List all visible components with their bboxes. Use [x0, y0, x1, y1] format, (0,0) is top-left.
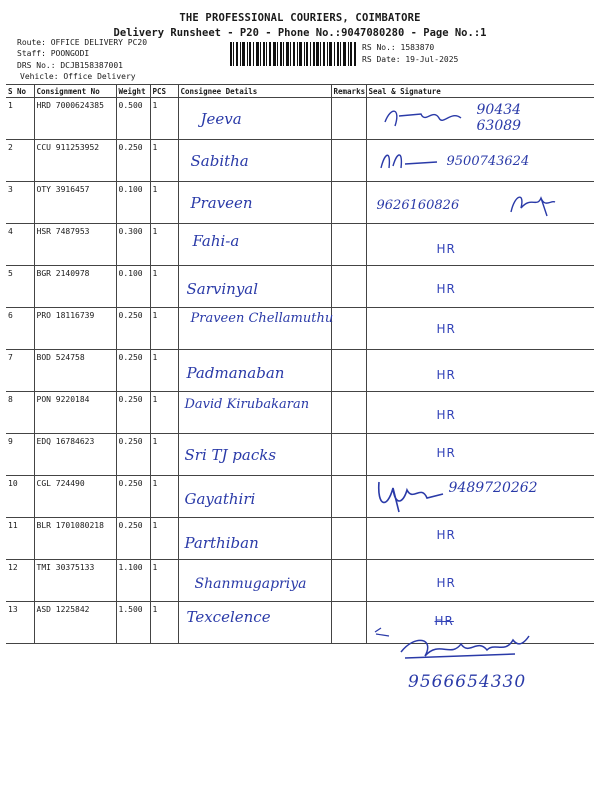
- weight-cell: 0.250: [116, 434, 150, 476]
- remarks-cell: [331, 140, 366, 182]
- col-consignment: Consignment No: [34, 85, 116, 98]
- seal-cell: [366, 140, 594, 182]
- table-row: [6, 434, 594, 476]
- seal-text: HR: [436, 242, 456, 256]
- sno-cell: 11: [6, 518, 34, 560]
- consignment-cell: EDQ 16784623: [34, 434, 116, 476]
- seal-text: HR: [436, 576, 456, 590]
- consignee-handwriting: Padmanaban: [186, 364, 285, 382]
- final-signature-icon: [395, 628, 535, 668]
- seal-text: HR: [436, 322, 456, 336]
- table-header: [6, 85, 594, 98]
- consignee-handwriting: Praveen: [190, 194, 253, 212]
- sno-cell: 5: [6, 266, 34, 308]
- rs-date: RS Date: 19-Jul-2025: [362, 55, 459, 64]
- pcs-cell: 1: [150, 434, 178, 476]
- consignee-handwriting: Gayathiri: [184, 490, 256, 508]
- remarks-cell: [331, 560, 366, 602]
- consignee-handwriting: Sarvinyal: [186, 280, 259, 298]
- weight-cell: 0.100: [116, 182, 150, 224]
- consignment-cell: BOD 524758: [34, 350, 116, 392]
- seal-text: HR: [436, 528, 456, 542]
- table-row: [6, 182, 594, 224]
- signature-scribble-icon: [381, 104, 471, 132]
- pcs-cell: 1: [150, 350, 178, 392]
- pcs-cell: 1: [150, 308, 178, 350]
- signature-scribble-icon: [373, 624, 393, 638]
- consignee-handwriting: Jeeva: [200, 110, 242, 128]
- consignee-handwriting: Sabitha: [190, 152, 249, 170]
- runsheet-title: Delivery Runsheet - P20 - Phone No.:9047080280 - Page No.:1: [113, 27, 487, 39]
- seal-cell: [366, 434, 594, 476]
- pcs-cell: 1: [150, 140, 178, 182]
- consignee-handwriting: Sri TJ packs: [184, 446, 277, 464]
- seal-text: HR: [436, 368, 456, 382]
- seal-text: HR: [434, 614, 454, 628]
- sno-cell: 12: [6, 560, 34, 602]
- seal-cell: [366, 392, 594, 434]
- seal-text: HR: [436, 408, 456, 422]
- remarks-cell: [331, 602, 366, 644]
- table-row: [6, 518, 594, 560]
- consignee-cell: [178, 224, 331, 266]
- sno-cell: 10: [6, 476, 34, 518]
- pcs-cell: 1: [150, 518, 178, 560]
- pcs-cell: 1: [150, 392, 178, 434]
- seal-cell: [366, 518, 594, 560]
- remarks-cell: [331, 266, 366, 308]
- weight-cell: 0.300: [116, 224, 150, 266]
- seal-cell: [366, 98, 594, 140]
- footer-phone-handwriting: 9566654330: [408, 672, 527, 692]
- phone-handwriting: 9489720262: [448, 480, 538, 496]
- remarks-cell: [331, 476, 366, 518]
- phone-handwriting: 90434 63089: [476, 102, 522, 134]
- route-info: Route: OFFICE DELIVERY PC20: [17, 38, 148, 47]
- table-row: [6, 224, 594, 266]
- consignment-cell: BLR 1701080218: [34, 518, 116, 560]
- consignment-cell: PRO 18116739: [34, 308, 116, 350]
- consignee-handwriting: David Kirubakaran: [184, 397, 310, 412]
- pcs-cell: 1: [150, 224, 178, 266]
- consignment-cell: CGL 724490: [34, 476, 116, 518]
- consignee-handwriting: Shanmugapriya: [194, 576, 307, 592]
- seal-cell: [366, 308, 594, 350]
- weight-cell: 0.250: [116, 140, 150, 182]
- consignee-cell: [178, 182, 331, 224]
- weight-cell: 0.250: [116, 518, 150, 560]
- consignee-cell: [178, 560, 331, 602]
- weight-cell: 0.250: [116, 476, 150, 518]
- rs-number: RS No.: 1583870: [362, 43, 435, 52]
- consignment-cell: HSR 7487953: [34, 224, 116, 266]
- col-remarks: Remarks: [331, 85, 366, 98]
- table-row: [6, 266, 594, 308]
- consignee-cell: [178, 350, 331, 392]
- consignment-cell: PON 9220184: [34, 392, 116, 434]
- pcs-cell: 1: [150, 476, 178, 518]
- consignee-cell: [178, 518, 331, 560]
- col-consignee: Consignee Details: [178, 85, 331, 98]
- col-sno: S No: [6, 85, 34, 98]
- signature-scribble-icon: [373, 476, 453, 516]
- staff-info: Staff: POONGODI: [17, 49, 90, 58]
- consignee-cell: [178, 602, 331, 644]
- weight-cell: 0.250: [116, 392, 150, 434]
- consignee-cell: [178, 266, 331, 308]
- seal-cell: [366, 266, 594, 308]
- col-seal-signature: Seal & Signature: [366, 85, 594, 98]
- table-row: [6, 308, 594, 350]
- seal-text: HR: [436, 446, 456, 460]
- consignee-cell: [178, 98, 331, 140]
- col-pcs: PCS: [150, 85, 178, 98]
- sno-cell: 3: [6, 182, 34, 224]
- weight-cell: 0.250: [116, 308, 150, 350]
- drs-number: DRS No.: DCJB158387001: [17, 61, 123, 70]
- seal-cell: [366, 476, 594, 518]
- consignment-cell: HRD 7000624385: [34, 98, 116, 140]
- table-row: [6, 392, 594, 434]
- company-name: THE PROFESSIONAL COURIERS, COIMBATORE: [179, 12, 421, 24]
- remarks-cell: [331, 518, 366, 560]
- consignment-cell: BGR 2140978: [34, 266, 116, 308]
- sno-cell: 9: [6, 434, 34, 476]
- table-row: [6, 560, 594, 602]
- weight-cell: 0.250: [116, 350, 150, 392]
- vehicle-info: Vehicle: Office Delivery: [20, 72, 136, 81]
- remarks-cell: [331, 434, 366, 476]
- signature-scribble-icon: [377, 148, 447, 174]
- signature-scribble-icon: [507, 188, 557, 218]
- seal-text: HR: [436, 282, 456, 296]
- col-weight: Weight: [116, 85, 150, 98]
- pcs-cell: 1: [150, 560, 178, 602]
- consignee-handwriting: Praveen Chellamuthu: [190, 311, 334, 326]
- consignment-cell: ASD 1225842: [34, 602, 116, 644]
- sno-cell: 4: [6, 224, 34, 266]
- consignment-cell: TMI 30375133: [34, 560, 116, 602]
- pcs-cell: 1: [150, 98, 178, 140]
- consignee-handwriting: Texcelence: [186, 608, 271, 626]
- consignee-cell: [178, 140, 331, 182]
- consignee-cell: [178, 476, 331, 518]
- remarks-cell: [331, 224, 366, 266]
- consignee-cell: [178, 434, 331, 476]
- sno-cell: 8: [6, 392, 34, 434]
- weight-cell: 1.100: [116, 560, 150, 602]
- weight-cell: 0.100: [116, 266, 150, 308]
- sno-cell: 1: [6, 98, 34, 140]
- seal-cell: [366, 350, 594, 392]
- weight-cell: 1.500: [116, 602, 150, 644]
- pcs-cell: 1: [150, 182, 178, 224]
- table-row: [6, 476, 594, 518]
- phone-handwriting: 9626160826: [376, 198, 460, 213]
- consignment-cell: OTY 3916457: [34, 182, 116, 224]
- barcode-icon: [230, 42, 356, 66]
- pcs-cell: 1: [150, 266, 178, 308]
- phone-handwriting: 9500743624: [446, 154, 530, 169]
- weight-cell: 0.500: [116, 98, 150, 140]
- seal-cell: [366, 224, 594, 266]
- consignment-cell: CCU 911253952: [34, 140, 116, 182]
- table-row: [6, 98, 594, 140]
- sno-cell: 6: [6, 308, 34, 350]
- seal-cell: [366, 560, 594, 602]
- consignee-cell: [178, 392, 331, 434]
- remarks-cell: [331, 98, 366, 140]
- consignee-handwriting: Parthiban: [184, 534, 259, 552]
- remarks-cell: [331, 392, 366, 434]
- sno-cell: 7: [6, 350, 34, 392]
- sno-cell: 2: [6, 140, 34, 182]
- sno-cell: 13: [6, 602, 34, 644]
- pcs-cell: 1: [150, 602, 178, 644]
- seal-cell: [366, 182, 594, 224]
- consignee-cell: [178, 308, 334, 350]
- table-row: [6, 350, 594, 392]
- remarks-cell: [331, 350, 366, 392]
- delivery-table: [6, 84, 594, 644]
- consignee-handwriting: Fahi-a: [192, 232, 240, 250]
- remarks-cell: [331, 182, 366, 224]
- table-row: [6, 140, 594, 182]
